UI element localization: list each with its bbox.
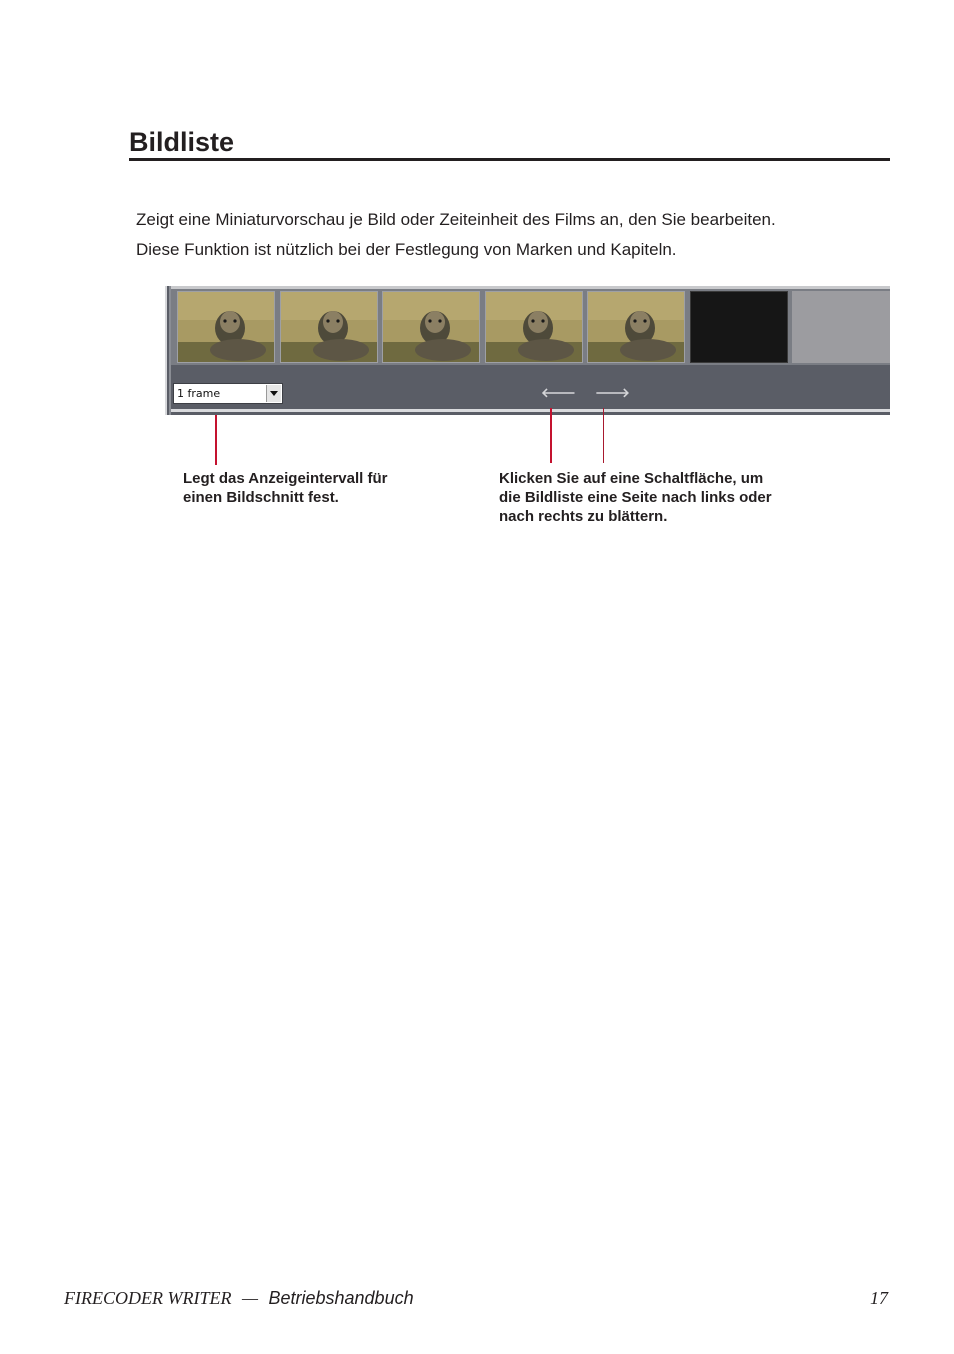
interval-select[interactable] (173, 383, 283, 404)
intro-line-1: Zeigt eine Miniaturvorschau je Bild oder Zeiteinheit des Films an, den Sie bearbeiten. (136, 210, 776, 229)
callout-interval-line-1: Legt das Anzeigeintervall für (183, 470, 388, 487)
footer-manual: Betriebshandbuch (268, 1288, 414, 1308)
strip-top-border (171, 286, 890, 289)
arrow-left-icon[interactable]: 🡐 (541, 386, 576, 401)
page-title: Bildliste (129, 127, 235, 157)
cheetah-thumbnail-image (588, 292, 685, 363)
callout-paging-line-1: Klicken Sie auf eine Schaltfläche, um (499, 470, 764, 487)
strip-bottom-border (171, 409, 890, 412)
filmstrip-screenshot (165, 286, 890, 415)
callout-paging-line-2: die Bildliste eine Seite nach links oder (499, 489, 772, 506)
callout-interval (183, 469, 388, 507)
cheetah-thumbnail-image (281, 292, 378, 363)
interval-select-value: 1 frame (177, 387, 221, 400)
intro-line-2: Diese Funktion ist nützlich bei der Festlegung von Marken und Kapiteln. (136, 240, 677, 259)
thumbnail-frame[interactable] (280, 291, 378, 363)
cheetah-thumbnail-image (178, 292, 275, 363)
callout-line-prev (550, 408, 552, 463)
callout-line-interval (215, 415, 217, 465)
thumbnail-frame[interactable] (382, 291, 480, 363)
page-number: 17 (870, 1288, 888, 1308)
blank-strip-area (792, 291, 890, 363)
thumbnail-frame[interactable] (587, 291, 685, 363)
callout-line-next (603, 408, 604, 463)
title-rule (129, 158, 890, 161)
footer-product: FIRECODER WRITER (64, 1288, 232, 1308)
chevron-down-icon[interactable] (266, 385, 281, 402)
thumbnail-frame[interactable] (485, 291, 583, 363)
footer-dash: — (241, 1288, 258, 1308)
callout-paging-line-3: nach rechts zu blättern. (499, 508, 668, 525)
cheetah-thumbnail-image (486, 292, 583, 363)
empty-thumbnail-frame[interactable] (690, 291, 788, 363)
footer (64, 1286, 414, 1310)
thumbnail-frame[interactable] (177, 291, 275, 363)
screenshot-edge (165, 286, 167, 415)
cheetah-thumbnail-image (383, 292, 480, 363)
arrow-right-icon[interactable]: 🡒 (595, 386, 630, 401)
callout-interval-line-2: einen Bildschnitt fest. (183, 489, 339, 506)
callout-paging (499, 469, 772, 526)
